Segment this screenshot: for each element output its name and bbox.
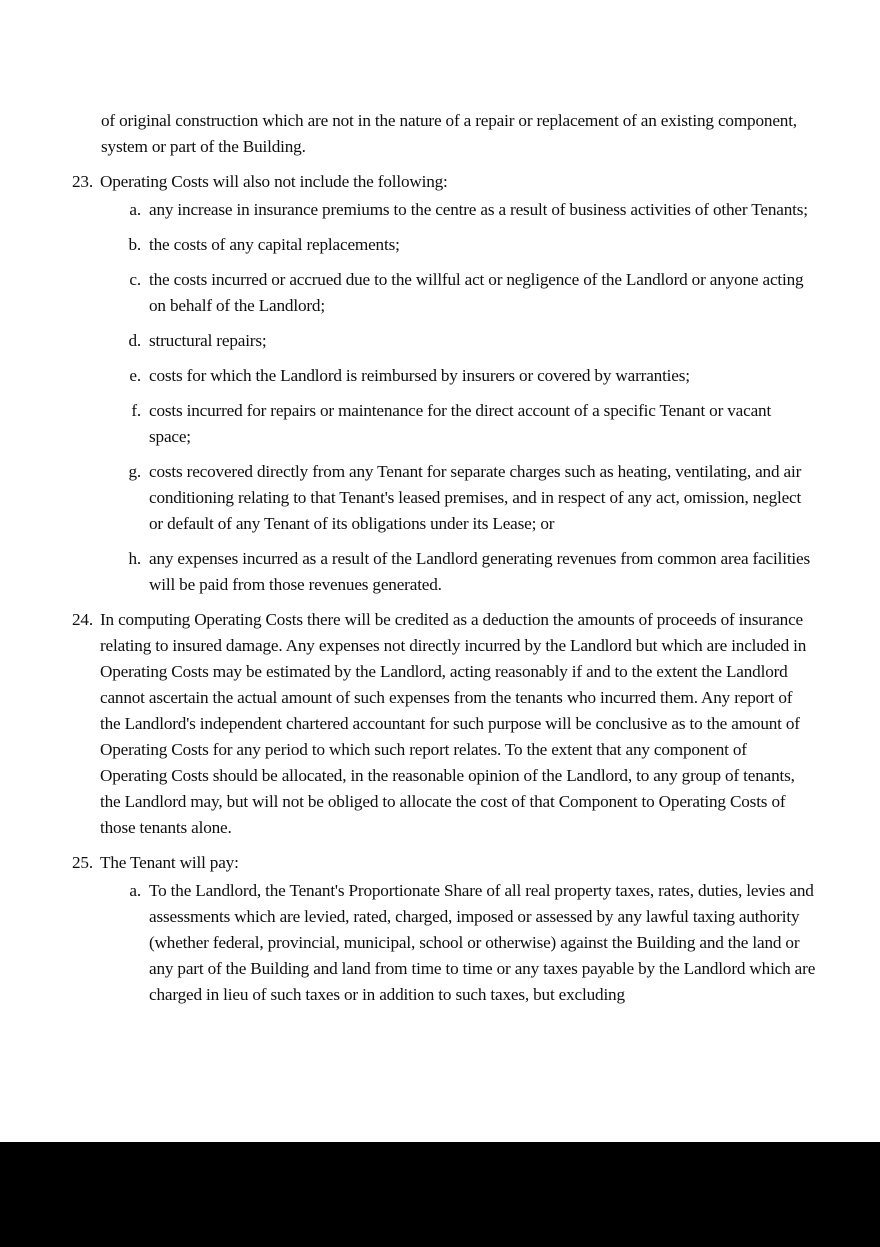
sub-item-text: To the Landlord, the Tenant's Proportionate Share of all real property taxes, rates, duties, levies and assessments which are levied, rated, charged, imposed or assessed by any lawful taxing authority (whether federal, provincial, municipal, school or otherwise) against the Building and the land or any part of the Building and land from time to time or any taxes payable by the Landlord which are charged in lieu of such taxes or in addition to such taxes, but excluding [149, 881, 816, 1004]
sub-item-marker: h. [128, 549, 141, 568]
list-item [0, 267, 880, 319]
list-item [0, 232, 880, 258]
sub-item-text: costs recovered directly from any Tenant for separate charges such as heating, ventilating, and air conditioning relating to that Tenant's leased premises, and in respect of any act, omission, neglect or default of any Tenant of its obligations under its Lease; or [149, 462, 802, 533]
clause-number: 25. [72, 853, 93, 872]
clause-23-sub-list [0, 197, 880, 598]
sub-item-text: costs for which the Landlord is reimbursed by insurers or covered by warranties; [149, 366, 690, 385]
list-item [0, 459, 880, 537]
list-item [0, 197, 880, 223]
sub-item-marker: f. [131, 401, 141, 420]
sub-item-marker: c. [129, 270, 141, 289]
clause-23 [0, 169, 880, 195]
sub-item-text: structural repairs; [149, 331, 267, 350]
clause-text: The Tenant will pay: [100, 853, 239, 872]
clause-number: 23. [72, 172, 93, 191]
sub-item-marker: a. [129, 200, 141, 219]
sub-item-text: costs incurred for repairs or maintenance for the direct account of a specific Tenant or vacant space; [149, 401, 772, 446]
sub-item-marker: e. [129, 366, 141, 385]
clause-25 [0, 850, 880, 876]
sub-item-text: the costs incurred or accrued due to the willful act or negligence of the Landlord or anyone acting on behalf of the Landlord; [149, 270, 804, 315]
sub-item-marker: a. [129, 881, 141, 900]
sub-item-marker: b. [128, 235, 141, 254]
list-item [0, 363, 880, 389]
sub-item-text: any expenses incurred as a result of the Landlord generating revenues from common area facilities will be paid from those revenues generated. [149, 549, 810, 594]
list-item [0, 878, 880, 1008]
sub-item-marker: g. [128, 462, 141, 481]
scan-edge-band [0, 1142, 880, 1247]
clause-25-sub-list [0, 878, 880, 1008]
sub-item-marker: d. [128, 331, 141, 350]
clause-24 [0, 607, 880, 841]
list-item [0, 328, 880, 354]
clause-text: In computing Operating Costs there will be credited as a deduction the amounts of proceeds of insurance relating to insured damage. Any expenses not directly incurred by the Landlord but which are included in Operating Costs may be estimated by the Landlord, acting reasonably if and to the extent the Landlord cannot ascertain the actual amount of such expenses from the tenants who incurred them. Any report of the Landlord's independent chartered accountant for such purpose will be conclusive as to the amount of Operating Costs for any period to which such report relates. To the extent that any component of Operating Costs should be allocated, in the reasonable opinion of the Landlord, to any group of tenants, the Landlord may, but will not be obliged to allocate the cost of that Component to Operating Costs of those tenants alone. [100, 610, 807, 837]
list-item [0, 398, 880, 450]
sub-item-text: any increase in insurance premiums to the centre as a result of business activities of other Tenants; [149, 200, 808, 219]
sub-item-text: the costs of any capital replacements; [149, 235, 400, 254]
continuation-paragraph: of original construction which are not in the nature of a repair or replacement of an existing component, system or part of the Building. [101, 111, 797, 156]
clause-number: 24. [72, 610, 93, 629]
clause-text: Operating Costs will also not include the following: [100, 172, 448, 191]
list-item [0, 546, 880, 598]
